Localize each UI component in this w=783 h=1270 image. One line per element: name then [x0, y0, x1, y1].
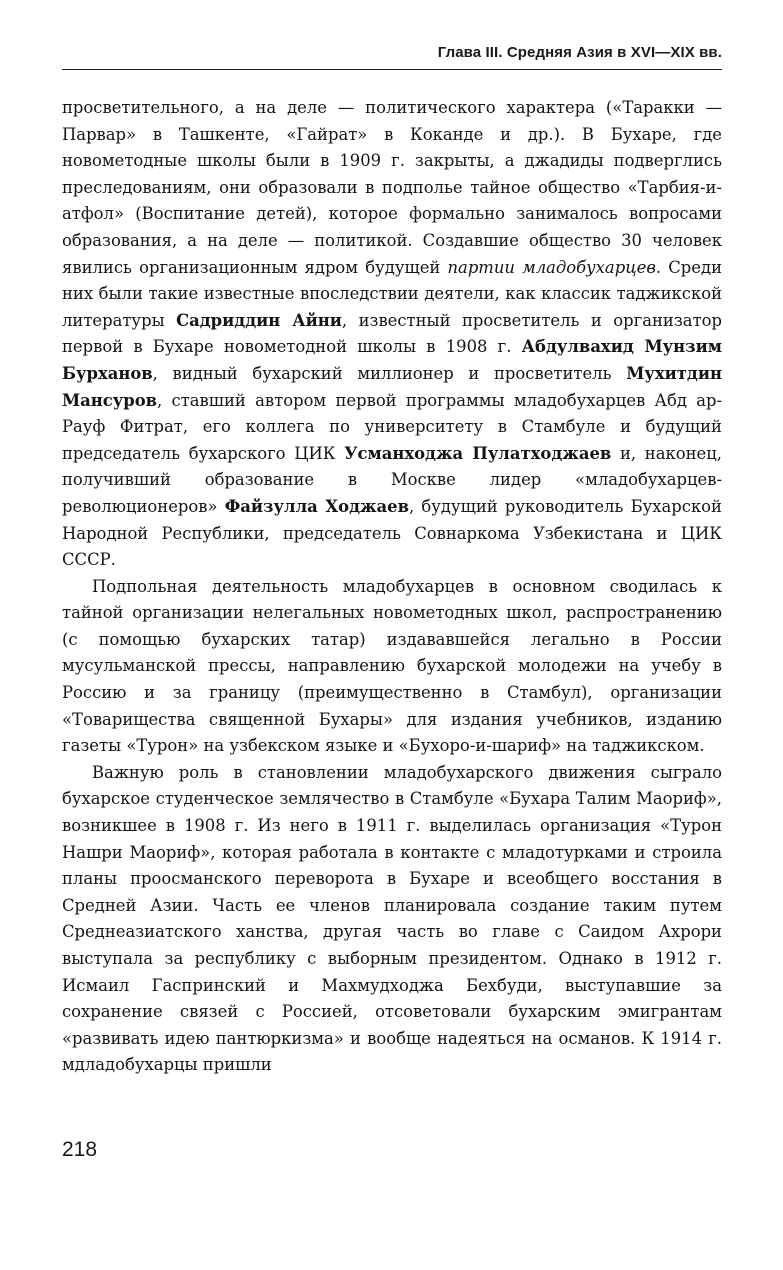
p1-name-pulatkhodzhaev: Усманходжа Пулатходжаев	[344, 443, 612, 463]
p1-name-burkhanov: Абдулвахид Мунзим Бурханов	[62, 337, 722, 383]
p1-term-young-bukharans-party: партии младобухарцев	[447, 257, 656, 277]
p1-text-6: и, наконец, получивший образование в Москве лидер «младобухарцев-революционеров»	[62, 443, 722, 516]
running-head-title: Глава III. Средняя Азия в XVI—XIX вв.	[437, 44, 722, 61]
p1-text-5: , ставший автором первой программы младобухарцев Абд ар-Рауф Фитрат, его коллега по университету в Стамбуле и будущий председатель бухарского ЦИК	[62, 390, 722, 463]
p1-text-3: , известный просветитель и организатор первой в Бухаре новометодной школы в 1908 г.	[62, 310, 722, 357]
body-text	[62, 95, 722, 1079]
p1-text-7: , будущий руководитель Бухарской Народной Республики, председатель Совнаркома Узбекистана и ЦИК СССР.	[62, 496, 722, 570]
header-rule	[62, 69, 722, 70]
p1-text-1: просветительного, а на деле — политического характера («Таракки — Парвар» в Ташкенте, «Гайрат» в Коканде и др.). В Бухаре, где новометодные школы были в 1909 г. закрыты, а джадиды подверглись преследованиям, они образовали в подполье тайное общество «Тарбия-и-атфол» (Воспитание детей), которое формально занималось вопросами образования, а на деле — политикой. Создавшие общество 30 человек явились организационным ядром будущей	[62, 98, 722, 277]
p1-name-khodzhaev: Файзулла Ходжаев	[224, 496, 409, 516]
paragraph-2: Подпольная деятельность младобухарцев в основном сводилась к тайной организации нелегальных новометодных школ, распространению (с помощью бухарских татар) издававшейся легально в России мусульманской прессы, направлению бухарской молодежи на учебу в Россию и за границу (преимущественно в Стамбул), организации «Товарищества священной Бухары» для издания учебников, изданию газеты «Турон» на узбекском языке и «Бухоро-и-шариф» на таджикском.	[62, 576, 722, 756]
p1-text-2: . Среди них были такие известные впоследствии деятели, как классик таджикской литературы	[62, 257, 722, 330]
p1-text-4: , видный бухарский миллионер и просветитель	[152, 363, 627, 383]
page-number: 218	[62, 1138, 98, 1161]
p1-name-sadriddin-aini: Садриддин Айни	[176, 310, 342, 330]
p1-name-mansurov: Мухитдин Мансуров	[62, 363, 722, 410]
paragraph-1	[62, 95, 722, 574]
paragraph-3: Важную роль в становлении младобухарского движения сыграло бухарское студенческое землячество в Стамбуле «Бухара Талим Маориф», возникшее в 1908 г. Из него в 1911 г. выделилась организация «Турон Нашри Маориф», которая работала в контакте с младотурками и строила планы проосманского переворота в Бухаре и всеобщего восстания в Средней Азии. Часть ее членов планировала создание таким путем Среднеазиатского ханства, другая часть во главе с Саидом Ахрори выступала за республику с выборным президентом. Однако в 1912 г. Исмаил Гаспринский и Махмудходжа Бехбуди, выступавшие за сохранение связей с Россией, отсоветовали бухарским эмигрантам «развивать идею пантюркизма» и вообще надеяться на османов. К 1914 г. мдладобухарцы пришли	[62, 762, 722, 1075]
